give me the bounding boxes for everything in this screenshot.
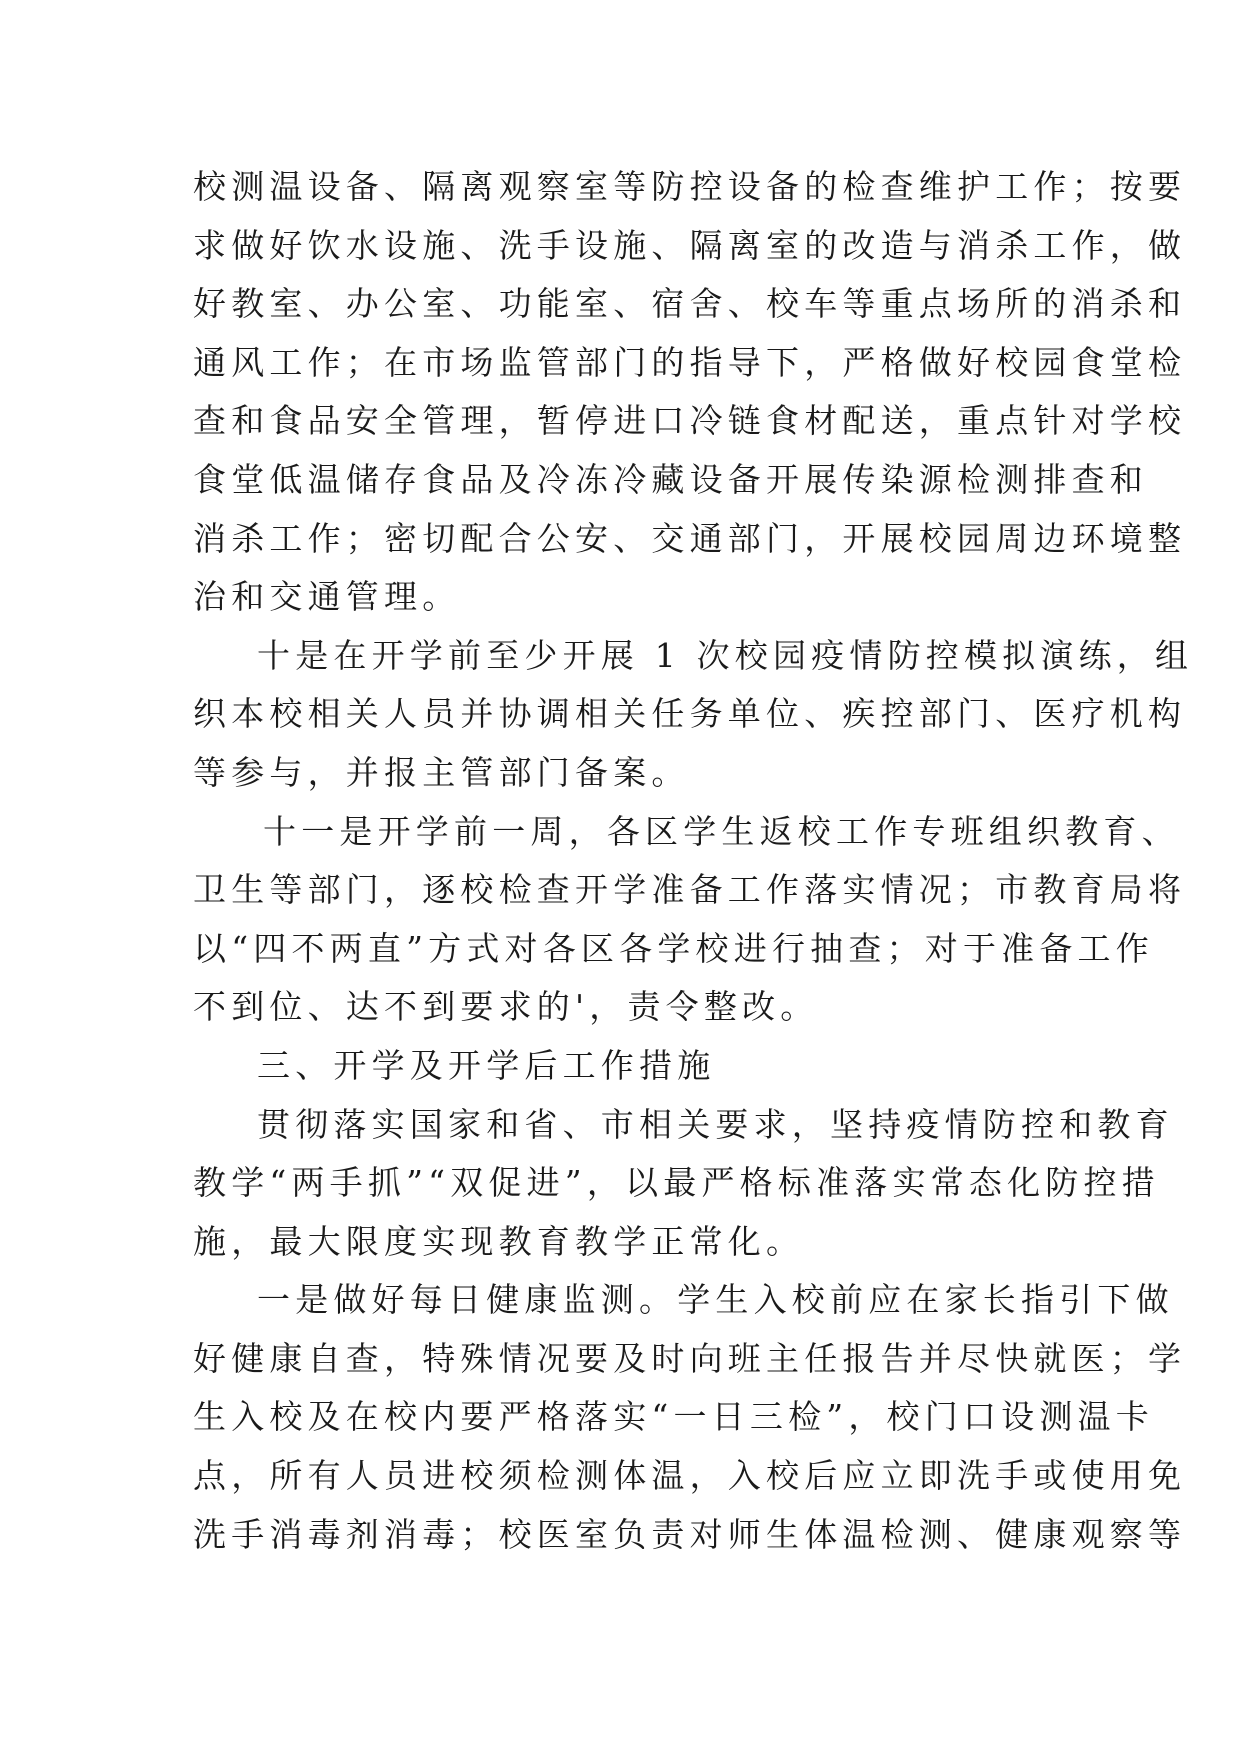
text-line: 消杀工作；密切配合公安、交通部门，开展校园周边环境整	[193, 518, 1187, 558]
text-line: 好教室、办公室、功能室、宿舍、校车等重点场所的消杀和	[193, 284, 1187, 324]
document-body	[193, 158, 1194, 1564]
text-line: 好健康自查，特殊情况要及时向班主任报告并尽快就医；学	[193, 1338, 1187, 1378]
text-line: 生入校及在校内要严格落实“一日三检”，校门口设测温卡	[193, 1397, 1154, 1437]
section-heading: 三、开学及开学后工作措施	[257, 1045, 716, 1085]
text-line: 不到位、达不到要求的'，责令整改。	[193, 987, 819, 1027]
text-line: 以“四不两直”方式对各区各学校进行抽查；对于准备工作	[193, 928, 1154, 968]
text-line: 等参与，并报主管部门备案。	[193, 752, 690, 792]
paragraph-start-line: 一是做好每日健康监测。学生入校前应在家长指引下做	[257, 1280, 1174, 1320]
text-line: 点，所有人员进校须检测体温，入校后应立即洗手或使用免	[193, 1456, 1187, 1496]
paragraph-start-line: 十一是开学前一周，各区学生返校工作专班组织教育、	[263, 811, 1180, 851]
text-line: 洗手消毒剂消毒；校医室负责对师生体温检测、健康观察等	[193, 1514, 1187, 1554]
text-line: 织本校相关人员并协调相关任务单位、疾控部门、医疗机构	[193, 694, 1187, 734]
text-line: 治和交通管理。	[193, 577, 461, 617]
text-line: 查和食品安全管理，暂停进口冷链食材配送，重点针对学校	[193, 401, 1187, 441]
text-line: 教学“两手抓”“双促进”，以最严格标准落实常态化防控措	[193, 1163, 1160, 1203]
text-line: 求做好饮水设施、洗手设施、隔离室的改造与消杀工作，做	[193, 225, 1187, 265]
paragraph-start-line: 十是在开学前至少开展 1 次校园疫情防控模拟演练，组	[257, 635, 1194, 675]
text-line: 通风工作；在市场监管部门的指导下，严格做好校园食堂检	[193, 342, 1187, 382]
text-line: 施，最大限度实现教育教学正常化。	[193, 1221, 805, 1261]
paragraph-start-line: 贯彻落实国家和省、市相关要求，坚持疫情防控和教育	[257, 1104, 1174, 1144]
text-line: 卫生等部门，逐校检查开学准备工作落实情况；市教育局将	[193, 870, 1187, 910]
text-line: 食堂低温储存食品及冷冻冷藏设备开展传染源检测排查和	[193, 459, 1148, 499]
text-line: 校测温设备、隔离观察室等防控设备的检查维护工作；按要	[193, 167, 1187, 206]
